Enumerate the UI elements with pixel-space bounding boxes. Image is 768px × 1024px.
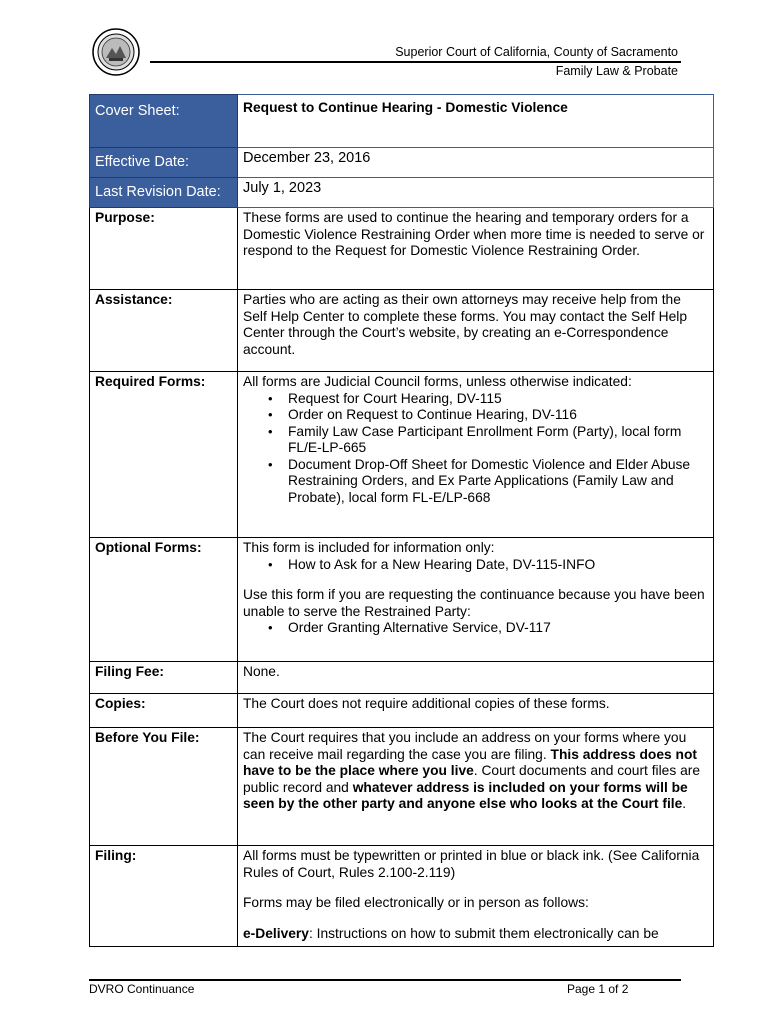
before-you-file-label: Before You File: — [90, 728, 238, 846]
required-forms-row — [90, 372, 714, 538]
optional-forms-cell — [238, 538, 714, 662]
list-item: • How to Ask for a New Hearing Date, DV-115-INFO — [288, 557, 708, 574]
optional-forms-list-2 — [243, 620, 708, 637]
revision-label: Last Revision Date: — [90, 178, 238, 208]
filing-row — [90, 846, 714, 947]
revision-row — [90, 178, 714, 208]
court-name: Superior Court of California, County of Sacramento — [395, 45, 678, 59]
list-item: • Order Granting Alternative Service, DV-117 — [288, 620, 708, 637]
optional-forms-row — [90, 538, 714, 662]
assistance-label: Assistance: — [90, 290, 238, 372]
before-text-1: The Court requires that you include an address on your forms where you can receive mail regarding the case you are filing. — [243, 730, 687, 762]
filing-para-2: Forms may be filed electronically or in person as follows: — [243, 895, 589, 910]
cover-sheet-table — [89, 94, 714, 947]
required-forms-cell — [238, 372, 714, 538]
cover-row — [90, 95, 714, 148]
optional-forms-note: Use this form if you are requesting the continuance because you have been unable to serve the Restrained Party: — [243, 587, 705, 619]
effective-row — [90, 148, 714, 178]
required-forms-label: Required Forms: — [90, 372, 238, 538]
optional-forms-intro: This form is included for information only: — [243, 540, 495, 555]
filing-label: Filing: — [90, 846, 238, 947]
cover-title: Request to Continue Hearing - Domestic Violence — [238, 95, 714, 148]
before-text-2: . Court documents and court files are public record and — [243, 763, 701, 795]
purpose-row — [90, 208, 714, 290]
filing-text — [238, 846, 714, 947]
revision-value: July 1, 2023 — [238, 178, 714, 208]
before-you-file-text — [238, 728, 714, 846]
assistance-text: Parties who are acting as their own attorneys may receive help from the Self Help Center to complete these forms. You may contact the Self Help Center through the Court’s website, by creating an e-Correspondence account. — [238, 290, 714, 372]
effective-value: December 23, 2016 — [238, 148, 714, 178]
footer-doc-name: DVRO Continuance — [89, 982, 195, 996]
before-bold-2: whatever address is included on your forms will be seen by the other party and anyone else who looks at the Court file — [243, 779, 688, 811]
cover-label: Cover Sheet: — [90, 95, 238, 148]
purpose-label: Purpose: — [90, 208, 238, 290]
before-bold-1: This address does not have to be the place where you live — [243, 746, 697, 778]
filing-fee-label: Filing Fee: — [90, 662, 238, 694]
optional-forms-list — [243, 557, 708, 574]
filing-text-3: : Instructions on how to submit them electronically can be — [308, 925, 659, 941]
required-forms-intro: All forms are Judicial Council forms, unless otherwise indicated: — [243, 374, 632, 389]
court-seal-logo — [92, 28, 140, 76]
copies-value: The Court does not require additional copies of these forms. — [238, 694, 714, 728]
copies-row — [90, 694, 714, 728]
effective-label: Effective Date: — [90, 148, 238, 178]
filing-para-3 — [243, 926, 708, 943]
purpose-text: These forms are used to continue the hearing and temporary orders for a Domestic Violence Restraining Order when more time is needed to serve or respond to the Request for Domestic Violence Restraining Order. — [238, 208, 714, 290]
before-text-3: . — [682, 796, 687, 811]
filing-fee-row — [90, 662, 714, 694]
footer-rule — [89, 979, 681, 981]
filing-para-1: All forms must be typewritten or printed in blue or black ink. (See California Rules of Court, Rules 2.100-2.119) — [243, 848, 700, 880]
required-forms-list — [243, 391, 708, 507]
filing-fee-value: None. — [238, 662, 714, 694]
list-item: • Family Law Case Participant Enrollment Form (Party), local form FL/E-LP-665 — [288, 424, 708, 457]
footer-page-number: Page 1 of 2 — [567, 982, 629, 996]
department-name: Family Law & Probate — [555, 64, 678, 78]
copies-label: Copies: — [90, 694, 238, 728]
optional-forms-label: Optional Forms: — [90, 538, 238, 662]
list-item: • Request for Court Hearing, DV-115 — [288, 391, 708, 408]
header-rule — [150, 61, 681, 63]
list-item: • Order on Request to Continue Hearing, DV-116 — [288, 407, 708, 424]
before-you-file-row — [90, 728, 714, 846]
list-item: • Document Drop-Off Sheet for Domestic Violence and Elder Abuse Restraining Orders, and Ex Parte Applications (Family Law and Probate), local form FL-E/LP-668 — [288, 457, 708, 507]
assistance-row — [90, 290, 714, 372]
e-delivery-heading: e-Delivery — [243, 925, 309, 941]
